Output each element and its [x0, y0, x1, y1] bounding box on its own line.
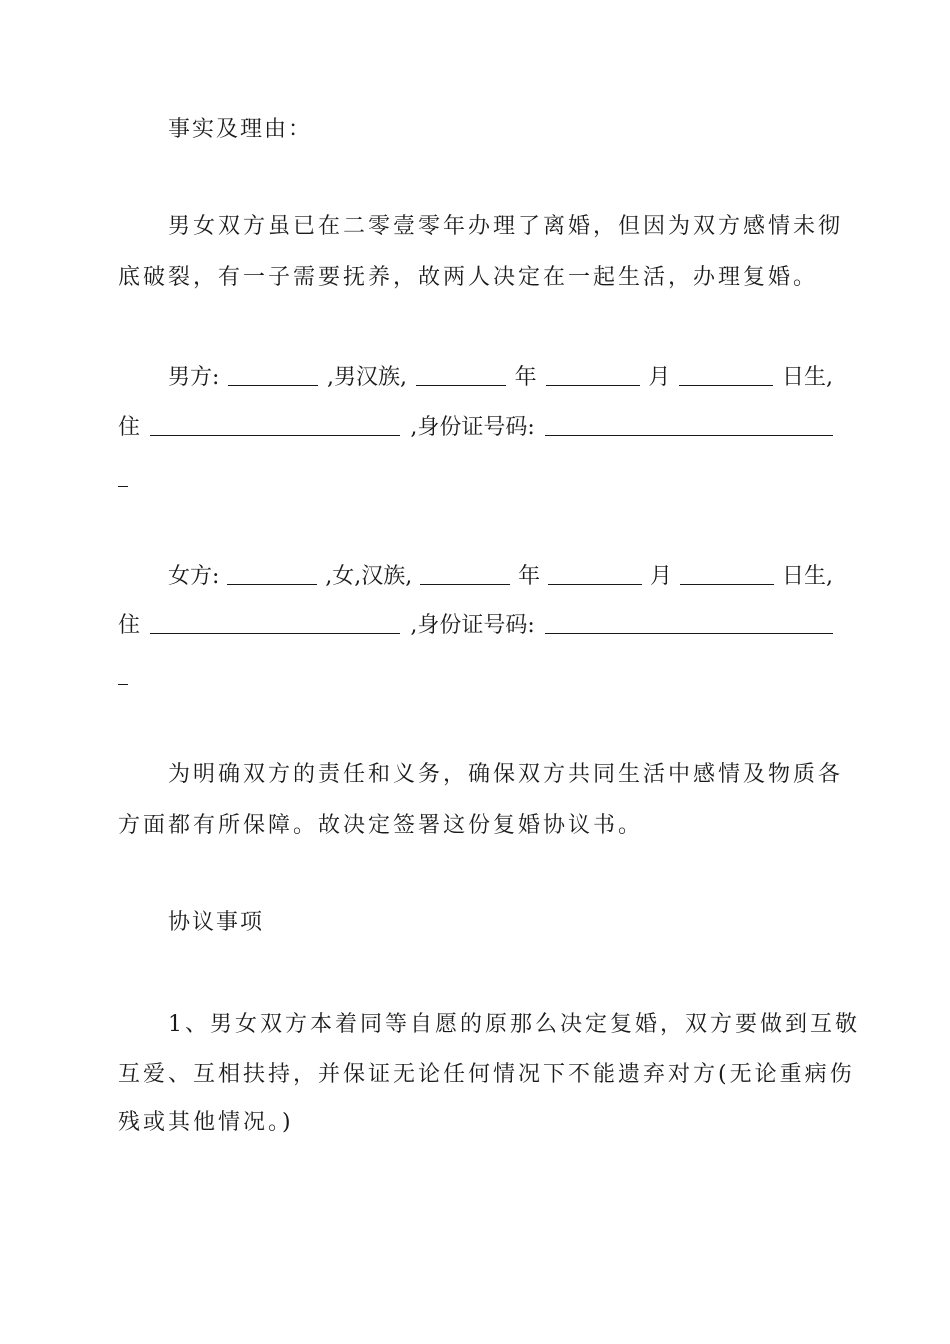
male-birth-day-blank[interactable] — [679, 363, 773, 386]
male-birth-month-blank[interactable] — [546, 363, 640, 386]
female-year-label: 年 — [518, 564, 541, 589]
female-address-blank[interactable] — [150, 611, 400, 634]
male-id-number-blank[interactable] — [545, 413, 833, 436]
male-day-label: 日生, — [781, 365, 833, 390]
female-info-line — [168, 562, 833, 592]
female-address-label: 住 — [118, 613, 141, 638]
male-info-line — [168, 363, 833, 393]
female-name-blank[interactable] — [227, 562, 317, 585]
male-label: 男方: — [168, 365, 220, 390]
paragraph-facts-line2: 底破裂，有一子需要抚养，故两人决定在一起生活，办理复婚。 — [118, 265, 819, 290]
agreement-heading: 协议事项 — [168, 910, 265, 935]
female-ethnicity: ,女,汉族, — [325, 564, 413, 589]
male-address-label: 住 — [118, 415, 141, 440]
male-birth-year-blank[interactable] — [416, 363, 506, 386]
male-address-line — [118, 413, 833, 443]
male-ethnicity: ,男汉族, — [327, 365, 408, 390]
female-id-label: ,身份证号码: — [410, 613, 535, 638]
female-birth-day-blank[interactable] — [680, 562, 774, 585]
item1-line2: 互爱、互相扶持，并保证无论任何情况下不能遗弃对方(无论重病伤 — [118, 1062, 855, 1087]
paragraph-facts-line1: 男女双方虽已在二零壹零年办理了离婚，但因为双方感情未彻 — [168, 214, 844, 239]
paragraph-purpose-line2: 方面都有所保障。故决定签署这份复婚协议书。 — [118, 813, 644, 838]
male-name-blank[interactable] — [228, 363, 318, 386]
male-month-label: 月 — [648, 365, 671, 390]
female-address-line — [118, 611, 833, 641]
female-id-number-blank[interactable] — [545, 611, 833, 634]
female-label: 女方: — [168, 564, 220, 589]
item1-line1: 1、男女双方本着同等自愿的原那么决定复婚，双方要做到互敬 — [168, 1012, 860, 1037]
female-month-label: 月 — [650, 564, 673, 589]
male-id-label: ,身份证号码: — [410, 415, 535, 440]
section-title: 事实及理由： — [168, 117, 313, 142]
female-id-number-overflow-blank[interactable] — [118, 684, 128, 685]
male-year-label: 年 — [514, 365, 537, 390]
paragraph-purpose-line1: 为明确双方的责任和义务，确保双方共同生活中感情及物质各 — [168, 762, 844, 787]
male-id-number-overflow-blank[interactable] — [118, 486, 128, 487]
female-day-label: 日生, — [781, 564, 833, 589]
female-birth-month-blank[interactable] — [548, 562, 642, 585]
item1-line3: 残或其他情况。) — [118, 1110, 294, 1135]
female-birth-year-blank[interactable] — [420, 562, 510, 585]
male-address-blank[interactable] — [150, 413, 400, 436]
